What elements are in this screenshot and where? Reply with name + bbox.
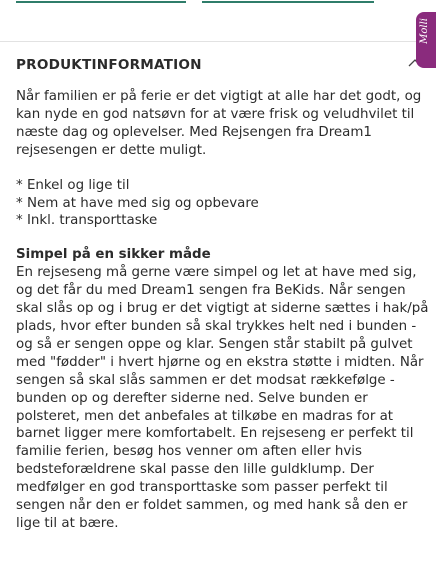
list-item: * Inkl. transporttaske (16, 213, 158, 229)
product-info-content (16, 88, 430, 533)
badge-label: Molli (419, 18, 430, 44)
list-item: * Enkel og lige til (16, 177, 130, 193)
feature-list (16, 177, 430, 231)
top-button-left[interactable] (16, 0, 186, 3)
chat-badge[interactable] (416, 12, 436, 68)
product-info-header[interactable] (16, 52, 426, 76)
section-divider (0, 41, 436, 42)
list-item: * Nem at have med sig og opbevare (16, 195, 259, 211)
top-button-right[interactable] (202, 0, 374, 3)
top-buttons (0, 0, 436, 6)
body-paragraph: En rejseseng må gerne være simpel og let at have med sig, og det får du med Dream1 sengen fra BeKids. Når sengen skal slås op og i brug er det vigtigt at siderne sættes i hak/på plads, hvor efter bunden så skal trykkes helt ned i bunden - og så er sengen oppe og klar. Sengen står stabilt på gulvet med "fødder" i hvert hjørne og en ekstra støtte i midten. Når sengen så skal slås sammen er det modsat rækkefølge - bunden op og derefter siderne ned. Selve bunden er polsteret, men det anbefales at tilkøbe en madras for at barnet ligger mere komfortabelt. En rejseseng er perfekt til familie ferien, besøg hos venner om aften eller hvis bedsteforældrene skal passe den lille guldklump. Der medfølger en god transporttaske som passer perfekt til sengen når den er foldet sammen, og med hank så den er lige til at bære. (16, 265, 429, 531)
section-title: PRODUKTINFORMATION (16, 57, 202, 73)
sub-heading: Simpel på en sikker måde (16, 247, 211, 263)
intro-paragraph: Når familien er på ferie er det vigtigt at alle har det godt, og kan nyde en god natsøvn for at være frisk og veludhvilet til næste dag og oplevelser. Med Rejsengen fra Dream1 rejsesengen er dette muligt. (16, 89, 422, 158)
